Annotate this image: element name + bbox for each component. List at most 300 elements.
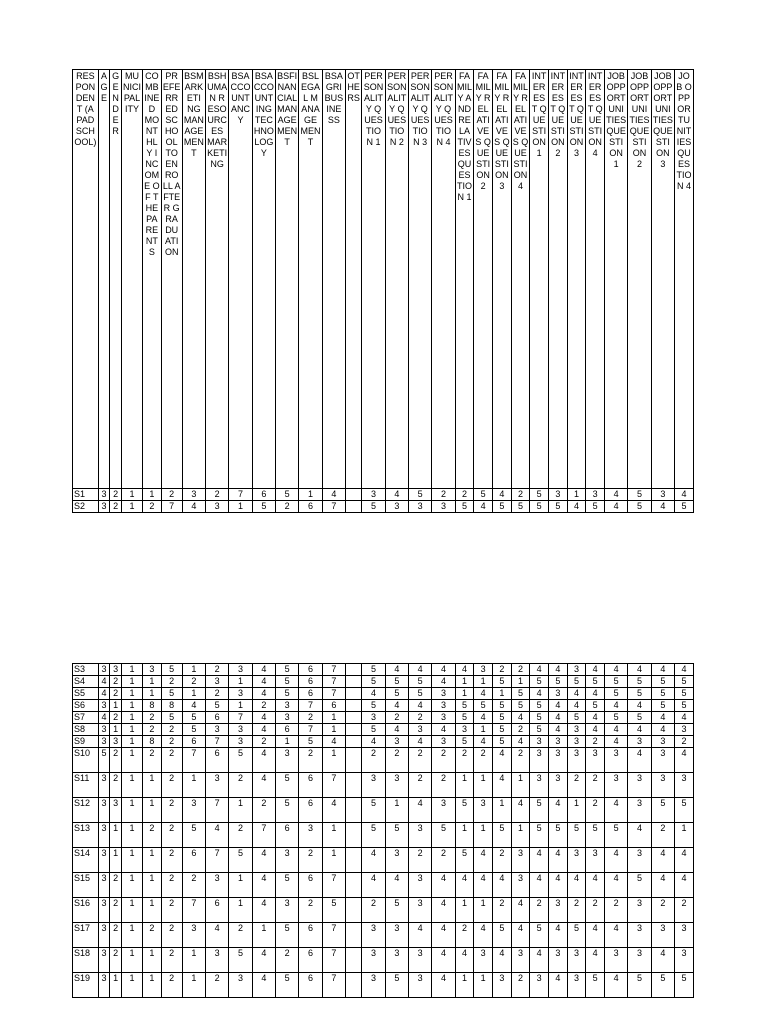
table-cell: 3 <box>98 664 110 676</box>
table-cell: 6 <box>299 688 322 700</box>
table-cell: 2 <box>492 664 511 676</box>
table-cell: 4 <box>605 973 628 998</box>
table-cell: 2 <box>675 736 694 748</box>
table-cell: 3 <box>628 798 651 823</box>
table-cell: 1 <box>122 948 143 973</box>
table-cell: 5 <box>182 712 205 724</box>
table-cell: 1 <box>455 676 474 688</box>
table-cell: 1 <box>455 823 474 848</box>
table-cell <box>345 948 361 973</box>
table-cell: 1 <box>229 501 252 513</box>
table-cell: 3 <box>385 948 408 973</box>
table-cell: 7 <box>322 773 345 798</box>
table-cell: 4 <box>567 700 586 712</box>
table-cell: 3 <box>511 848 530 873</box>
table-cell: 4 <box>586 688 605 700</box>
table-cell: 4 <box>252 873 275 898</box>
table-cell: 5 <box>628 712 651 724</box>
table-cell: 4 <box>432 676 455 688</box>
table-cell: 5 <box>628 489 651 501</box>
table-cell: 3 <box>206 501 229 513</box>
table-cell <box>345 898 361 923</box>
table-row <box>73 676 694 688</box>
table-cell: 3 <box>586 489 605 501</box>
table-cell: 5 <box>530 798 549 823</box>
table-cell: 1 <box>299 489 322 501</box>
table-cell: 4 <box>252 898 275 923</box>
table-cell: 4 <box>385 664 408 676</box>
table-cell: 3 <box>206 948 229 973</box>
table-cell: 2 <box>511 748 530 773</box>
respondent-cell: S11 <box>73 773 99 798</box>
table-cell: 7 <box>229 489 252 501</box>
table-cell <box>345 973 361 998</box>
table-cell: 4 <box>511 798 530 823</box>
table-cell: 4 <box>432 724 455 736</box>
table-cell: 3 <box>362 973 385 998</box>
table-cell: 3 <box>432 712 455 724</box>
table-cell: 6 <box>299 873 322 898</box>
table-cell: 1 <box>567 798 586 823</box>
table-cell: 5 <box>322 898 345 923</box>
table-cell: 5 <box>408 489 431 501</box>
table-cell: 6 <box>299 501 322 513</box>
table-cell: 2 <box>455 489 474 501</box>
table-cell: 3 <box>628 948 651 973</box>
table-cell: 2 <box>408 773 431 798</box>
table-cell: 3 <box>492 973 511 998</box>
table-cell: 2 <box>511 724 530 736</box>
table-cell: 5 <box>567 823 586 848</box>
table-cell: 5 <box>628 676 651 688</box>
column-header: PREFERRED SCHOOL TO ENROLL AFTER GRADUATION <box>161 70 182 489</box>
table-cell: 5 <box>362 501 385 513</box>
respondent-cell: S2 <box>73 501 99 513</box>
table-cell: 5 <box>651 973 674 998</box>
table-cell: 4 <box>362 873 385 898</box>
table-cell: 1 <box>511 823 530 848</box>
table-cell: 4 <box>385 700 408 712</box>
table-row <box>73 798 694 823</box>
table-cell <box>345 501 361 513</box>
table-cell: 4 <box>511 923 530 948</box>
table-cell: 1 <box>122 676 143 688</box>
table-cell: 3 <box>385 923 408 948</box>
table-cell: 2 <box>455 923 474 948</box>
table-cell: 3 <box>385 848 408 873</box>
table-cell: 2 <box>161 898 182 923</box>
table-cell: 3 <box>474 948 493 973</box>
table-cell: 5 <box>276 489 299 501</box>
column-header: PERSONALITY QUESTION 3 <box>408 70 431 489</box>
table-cell: 2 <box>161 923 182 948</box>
table-cell: 2 <box>161 489 182 501</box>
table-cell: 5 <box>492 724 511 736</box>
table-cell: 5 <box>385 823 408 848</box>
table-cell: 3 <box>385 501 408 513</box>
table-cell: 7 <box>322 973 345 998</box>
table-cell <box>345 700 361 712</box>
table-cell: 5 <box>628 501 651 513</box>
table-cell: 3 <box>675 923 694 948</box>
table-cell: 2 <box>299 898 322 923</box>
table-cell: 5 <box>605 676 628 688</box>
table-cell: 3 <box>675 724 694 736</box>
table-cell: 5 <box>362 798 385 823</box>
table-cell: 2 <box>206 688 229 700</box>
table-cell <box>345 724 361 736</box>
table-cell: 1 <box>122 664 143 676</box>
table-cell: 3 <box>408 501 431 513</box>
table-cell: 1 <box>122 898 143 923</box>
table-cell: 4 <box>511 736 530 748</box>
table-cell: 1 <box>110 848 122 873</box>
table-cell: 5 <box>455 700 474 712</box>
table-cell: 5 <box>492 923 511 948</box>
table-cell: 4 <box>605 724 628 736</box>
table-cell: 2 <box>229 773 252 798</box>
table-cell: 1 <box>322 748 345 773</box>
table-row <box>73 948 694 973</box>
table-cell: 4 <box>675 712 694 724</box>
table-cell: 4 <box>549 923 568 948</box>
table-cell: 1 <box>182 973 205 998</box>
table-cell: 7 <box>161 501 182 513</box>
table-cell: 4 <box>586 923 605 948</box>
table-cell: 3 <box>385 773 408 798</box>
table-cell: 3 <box>628 773 651 798</box>
table-cell: 5 <box>530 700 549 712</box>
table-cell: 4 <box>432 873 455 898</box>
column-header: FAMILY RELATIVES QUESTION 4 <box>511 70 530 489</box>
table-cell: 4 <box>252 676 275 688</box>
table-cell: 2 <box>252 700 275 712</box>
table-cell: 3 <box>432 688 455 700</box>
table-cell: 5 <box>511 688 530 700</box>
table-cell: 5 <box>474 700 493 712</box>
table-cell: 3 <box>98 948 110 973</box>
table-cell: 3 <box>567 748 586 773</box>
table-cell: 5 <box>586 501 605 513</box>
column-header: JOB OPPORTUNITIES QUESTION 4 <box>675 70 694 489</box>
table-cell: 1 <box>143 676 162 688</box>
table-cell: 4 <box>530 664 549 676</box>
table-cell: 4 <box>605 489 628 501</box>
table-cell: 3 <box>651 736 674 748</box>
table-cell: 4 <box>549 798 568 823</box>
column-header: BSLEGAL MANAGEMENT <box>299 70 322 489</box>
table-cell: 1 <box>122 724 143 736</box>
table-cell: 1 <box>122 700 143 712</box>
table-cell <box>345 798 361 823</box>
table-cell: 3 <box>675 948 694 973</box>
table-cell: 4 <box>252 688 275 700</box>
table-cell: 5 <box>530 823 549 848</box>
table-cell: 3 <box>408 973 431 998</box>
table-cell: 3 <box>299 823 322 848</box>
table-cell: 2 <box>567 773 586 798</box>
column-header: BSHUMAN RESOURCES MARKETING <box>206 70 229 489</box>
table-cell: 4 <box>586 664 605 676</box>
table-cell: 1 <box>122 923 143 948</box>
table-cell: 4 <box>567 501 586 513</box>
table-cell: 4 <box>605 923 628 948</box>
column-header: BSACCOUNTING TECHNOLOGY <box>252 70 275 489</box>
table-cell: 1 <box>322 848 345 873</box>
table-cell: 3 <box>182 798 205 823</box>
column-header: BSFINANCIAL MANAGEMENT <box>276 70 299 489</box>
table-cell: 6 <box>299 798 322 823</box>
table-cell: 5 <box>530 489 549 501</box>
table-cell: 5 <box>492 736 511 748</box>
table-row <box>73 700 694 712</box>
table-cell: 3 <box>98 873 110 898</box>
column-header: RESPONDENT (APAD SCHOOL) <box>73 70 99 489</box>
table-cell: 2 <box>161 676 182 688</box>
table-cell: 6 <box>206 898 229 923</box>
table-cell: 1 <box>182 688 205 700</box>
table-cell: 7 <box>299 724 322 736</box>
table-cell: 4 <box>408 700 431 712</box>
table-cell: 4 <box>549 664 568 676</box>
table-cell: 5 <box>455 501 474 513</box>
table-cell: 1 <box>182 664 205 676</box>
respondent-cell: S1 <box>73 489 99 501</box>
table-cell: 2 <box>161 724 182 736</box>
table-cell: 5 <box>511 501 530 513</box>
table-cell: 3 <box>530 748 549 773</box>
column-header: INTEREST QUESTION 2 <box>549 70 568 489</box>
respondent-cell: S15 <box>73 873 99 898</box>
table-cell: 4 <box>605 798 628 823</box>
table-cell: 4 <box>605 736 628 748</box>
table-row <box>73 489 694 501</box>
table-cell: 1 <box>143 688 162 700</box>
table-cell: 3 <box>511 873 530 898</box>
table-cell: 7 <box>182 898 205 923</box>
table-cell: 3 <box>408 898 431 923</box>
table-row <box>73 736 694 748</box>
column-header: FAMILY RELATIVES QUESTION 2 <box>474 70 493 489</box>
table-cell: 8 <box>143 700 162 712</box>
table-cell: 6 <box>322 700 345 712</box>
table-cell: 5 <box>362 724 385 736</box>
column-header: INTEREST QUESTION 3 <box>567 70 586 489</box>
table-cell: 7 <box>322 923 345 948</box>
table-cell: 5 <box>455 736 474 748</box>
table-cell: 2 <box>229 823 252 848</box>
table-cell: 4 <box>385 489 408 501</box>
table-cell: 7 <box>206 798 229 823</box>
table-cell: 3 <box>362 948 385 973</box>
table-cell: 2 <box>229 923 252 948</box>
table-cell: 2 <box>206 664 229 676</box>
table-cell: 5 <box>385 676 408 688</box>
table-cell: 3 <box>206 724 229 736</box>
table-cell: 5 <box>586 700 605 712</box>
table-cell: 5 <box>276 973 299 998</box>
table-cell: 1 <box>143 489 162 501</box>
table-cell: 2 <box>276 501 299 513</box>
table-cell: 7 <box>299 700 322 712</box>
table-cell: 2 <box>143 923 162 948</box>
table-cell: 2 <box>586 736 605 748</box>
table-cell: 2 <box>161 748 182 773</box>
table-cell: 5 <box>586 823 605 848</box>
table-cell: 4 <box>530 873 549 898</box>
column-header: PERSONALITY QUESTION 2 <box>385 70 408 489</box>
table-cell: 3 <box>98 973 110 998</box>
table-cell: 5 <box>492 823 511 848</box>
respondent-cell: S16 <box>73 898 99 923</box>
table-cell: 7 <box>322 873 345 898</box>
table-cell: 2 <box>651 898 674 923</box>
respondent-cell: S12 <box>73 798 99 823</box>
table-cell: 5 <box>362 823 385 848</box>
table-cell: 3 <box>549 489 568 501</box>
table-cell: 4 <box>98 712 110 724</box>
table-cell: 5 <box>161 664 182 676</box>
table-cell: 6 <box>299 923 322 948</box>
table-cell: 5 <box>530 501 549 513</box>
table-row <box>73 712 694 724</box>
table-cell: 7 <box>322 664 345 676</box>
table-cell: 5 <box>651 798 674 823</box>
table-cell: 5 <box>276 676 299 688</box>
table-cell: 1 <box>229 700 252 712</box>
table-cell: 1 <box>511 676 530 688</box>
table-cell: 5 <box>474 489 493 501</box>
table-cell <box>345 873 361 898</box>
table-cell: 4 <box>252 724 275 736</box>
table-row <box>73 873 694 898</box>
table-row <box>73 973 694 998</box>
table-cell: 4 <box>362 736 385 748</box>
table-cell: 4 <box>432 948 455 973</box>
table-cell: 1 <box>122 501 143 513</box>
table-cell: 3 <box>432 736 455 748</box>
table-cell: 5 <box>229 948 252 973</box>
table-cell: 5 <box>455 848 474 873</box>
table-cell: 3 <box>675 773 694 798</box>
table-cell: 1 <box>229 676 252 688</box>
table-cell: 2 <box>110 501 122 513</box>
table-cell: 2 <box>432 489 455 501</box>
table-cell: 2 <box>605 898 628 923</box>
table-cell: 4 <box>408 798 431 823</box>
table-cell: 4 <box>675 848 694 873</box>
table-cell: 2 <box>567 898 586 923</box>
table-cell: 3 <box>276 712 299 724</box>
column-header: BSMARKETING MANAGEMENT <box>182 70 205 489</box>
table-cell: 1 <box>122 748 143 773</box>
table-cell: 2 <box>492 848 511 873</box>
table-cell: 3 <box>586 848 605 873</box>
table-cell: 3 <box>567 848 586 873</box>
table-cell: 4 <box>651 948 674 973</box>
table-cell <box>345 923 361 948</box>
table-cell: 3 <box>98 773 110 798</box>
table-cell: 6 <box>206 712 229 724</box>
table-cell: 2 <box>182 676 205 688</box>
table-cell: 1 <box>474 823 493 848</box>
table-cell: 3 <box>206 873 229 898</box>
table-cell: 2 <box>299 748 322 773</box>
table-cell: 6 <box>299 676 322 688</box>
table-cell: 2 <box>161 973 182 998</box>
table-row <box>73 848 694 873</box>
table-cell: 5 <box>432 823 455 848</box>
table-cell: 5 <box>276 873 299 898</box>
table-cell: 4 <box>98 676 110 688</box>
table-cell: 5 <box>628 973 651 998</box>
column-header: JOB OPPORTUNITIES QUESTION 2 <box>628 70 651 489</box>
table-cell: 1 <box>474 724 493 736</box>
table-cell <box>345 712 361 724</box>
table-cell: 2 <box>161 823 182 848</box>
table-cell: 4 <box>586 948 605 973</box>
table-cell <box>345 773 361 798</box>
table-cell: 4 <box>455 664 474 676</box>
table-cell: 4 <box>252 973 275 998</box>
table-cell: 3 <box>651 773 674 798</box>
table-cell: 4 <box>408 923 431 948</box>
table-cell: 1 <box>122 873 143 898</box>
table-cell: 4 <box>98 688 110 700</box>
table-cell: 5 <box>161 688 182 700</box>
table-cell: 4 <box>206 923 229 948</box>
column-header: PERSONALITY QUESTION 4 <box>432 70 455 489</box>
table-cell: 5 <box>530 712 549 724</box>
table-cell: 2 <box>651 823 674 848</box>
table-cell: 4 <box>474 688 493 700</box>
table-cell: 5 <box>549 501 568 513</box>
table-cell: 8 <box>161 700 182 712</box>
table-cell: 4 <box>492 489 511 501</box>
table-cell: 3 <box>362 923 385 948</box>
table-cell: 3 <box>408 724 431 736</box>
table-cell: 1 <box>143 948 162 973</box>
column-header: FAMILY RELATIVES QUESTION 3 <box>492 70 511 489</box>
table-cell: 5 <box>605 712 628 724</box>
table-cell: 3 <box>229 688 252 700</box>
table-cell: 5 <box>549 823 568 848</box>
table-cell: 5 <box>651 676 674 688</box>
respondent-cell: S5 <box>73 688 99 700</box>
table-cell: 1 <box>455 898 474 923</box>
respondent-cell: S19 <box>73 973 99 998</box>
table-cell: 5 <box>675 700 694 712</box>
table-cell: 3 <box>98 501 110 513</box>
table-cell: 2 <box>110 773 122 798</box>
table-cell: 4 <box>651 664 674 676</box>
respondent-cell: S10 <box>73 748 99 773</box>
table-cell: 4 <box>252 664 275 676</box>
table-cell: 5 <box>455 712 474 724</box>
table-cell: 1 <box>492 798 511 823</box>
table-cell: 3 <box>182 489 205 501</box>
table-cell: 7 <box>252 823 275 848</box>
table-cell: 5 <box>675 676 694 688</box>
table-cell: 3 <box>549 773 568 798</box>
table-cell: 3 <box>651 489 674 501</box>
table-cell: 4 <box>675 489 694 501</box>
table-cell: 1 <box>492 688 511 700</box>
table-cell: 3 <box>362 489 385 501</box>
table-cell: 4 <box>432 923 455 948</box>
table-cell: 5 <box>299 736 322 748</box>
table-row <box>73 773 694 798</box>
